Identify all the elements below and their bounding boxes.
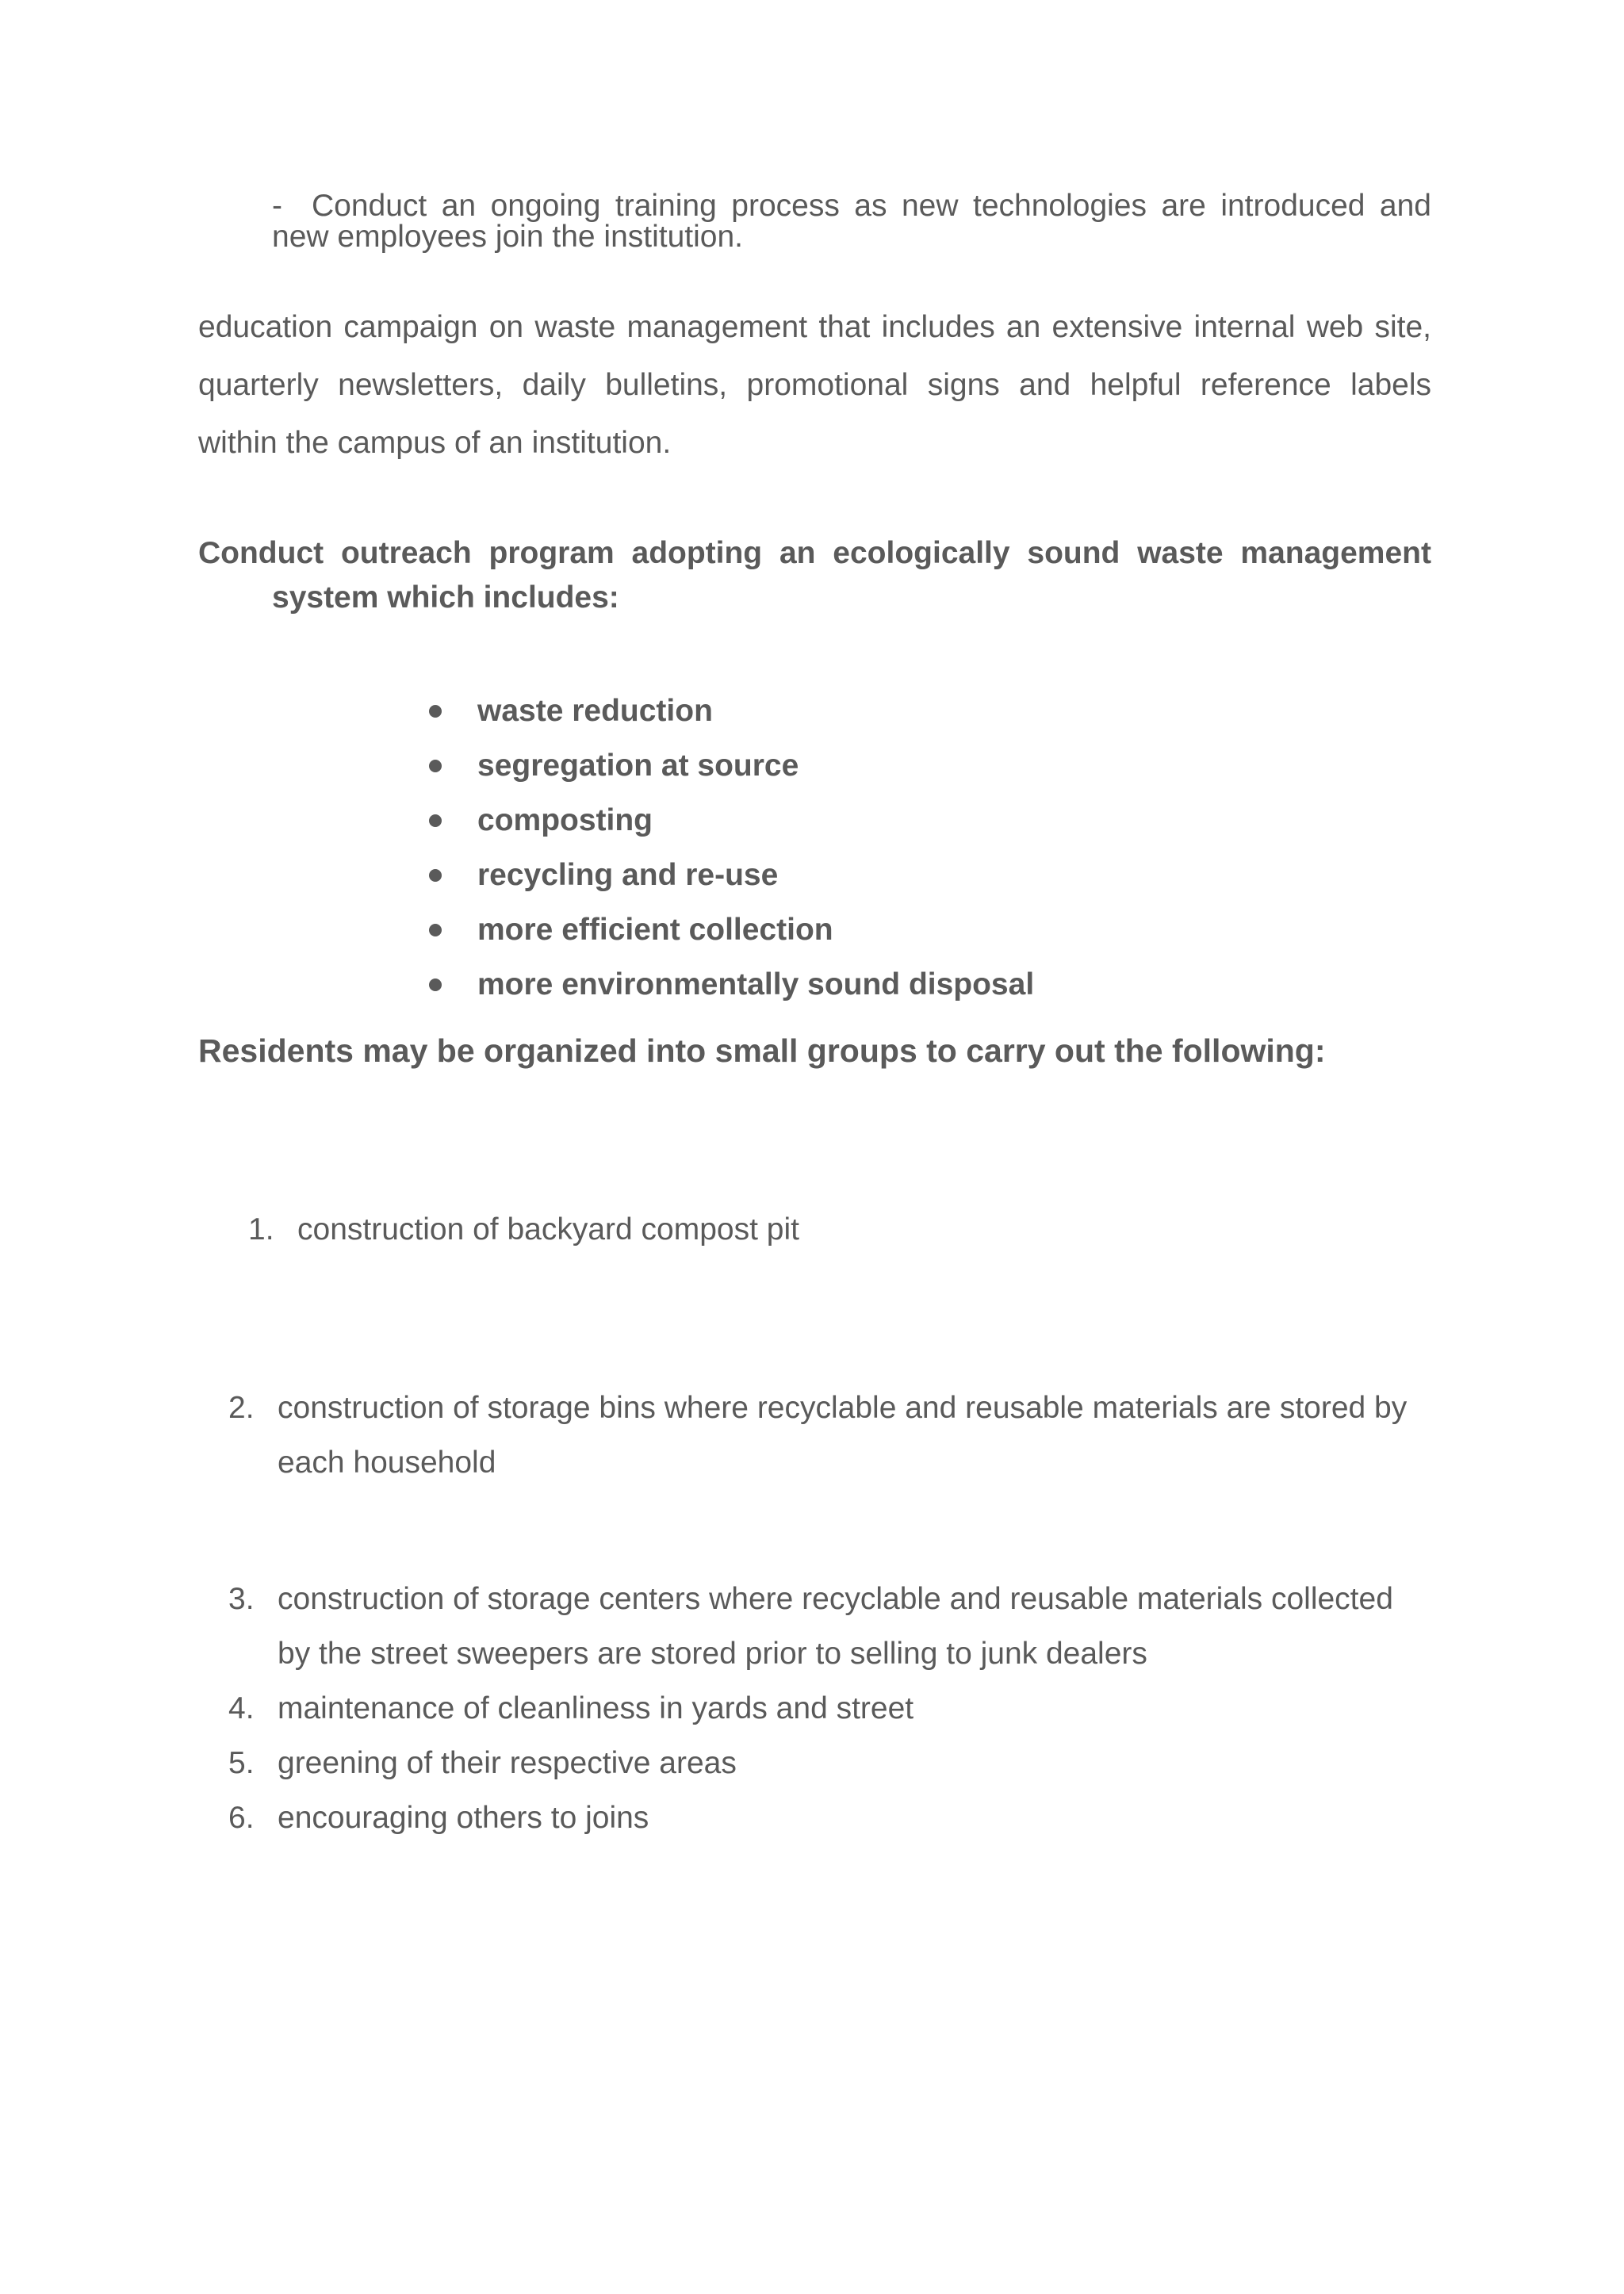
item-text-line-2: each household — [278, 1446, 496, 1480]
item-text: encouraging others to joins — [278, 1801, 649, 1835]
training-dash-item — [272, 190, 1431, 252]
bullet-icon — [429, 760, 442, 772]
list-item — [428, 793, 1034, 848]
campaign-line-1: education campaign on waste management that includes an extensive internal web site, — [198, 310, 1431, 344]
numbered-item-6 — [228, 1790, 649, 1845]
bullet-text: segregation at source — [477, 749, 799, 783]
dash-item-line-2: new employees join the institution. — [272, 220, 744, 254]
bullet-text: composting — [477, 803, 653, 837]
bullet-text: more environmentally sound disposal — [477, 967, 1035, 1001]
bullet-icon — [429, 924, 442, 936]
item-number: 3. — [228, 1582, 255, 1616]
item-text-line-2: by the street sweepers are stored prior to selling to junk dealers — [278, 1637, 1147, 1671]
campaign-paragraph — [198, 298, 1431, 472]
bullet-text: waste reduction — [477, 694, 713, 728]
item-number: 5. — [228, 1746, 255, 1780]
campaign-line-3: within the campus of an institution. — [198, 426, 672, 460]
outreach-heading-line-2: system which includes: — [272, 580, 619, 615]
list-item — [428, 738, 1034, 793]
list-item — [428, 684, 1034, 738]
waste-system-bullet-list — [428, 684, 1034, 1012]
item-number: 4. — [228, 1691, 255, 1725]
outreach-heading-line-1: Conduct outreach program adopting an ecologically sound waste management — [198, 536, 1431, 570]
bullet-icon — [429, 978, 442, 991]
item-number: 1. — [248, 1212, 274, 1247]
item-text: construction of backyard compost pit — [297, 1212, 799, 1247]
dash-item-line-1: Conduct an ongoing training process as new technologies are introduced and — [312, 189, 1431, 223]
residents-heading: Residents may be organized into small groups to carry out the following: — [198, 1032, 1326, 1069]
outreach-heading — [198, 531, 1431, 620]
bullet-text: recycling and re-use — [477, 858, 779, 892]
bullet-text: more efficient collection — [477, 913, 833, 947]
item-text: maintenance of cleanliness in yards and street — [278, 1691, 914, 1725]
bullet-icon — [429, 705, 442, 718]
item-number: 6. — [228, 1801, 255, 1835]
numbered-item-1 — [248, 1202, 799, 1257]
item-text: greening of their respective areas — [278, 1746, 737, 1780]
campaign-line-2: quarterly newsletters, daily bulletins, promotional signs and helpful reference labels — [198, 368, 1431, 402]
item-text-line-1: construction of storage centers where recyclable and reusable materials collected — [278, 1582, 1393, 1616]
list-item — [428, 957, 1034, 1012]
list-item — [428, 902, 1034, 957]
list-item — [428, 848, 1034, 902]
item-text-line-1: construction of storage bins where recyclable and reusable materials are stored by — [278, 1391, 1408, 1425]
numbered-item-4 — [228, 1681, 914, 1736]
dash-marker: - — [272, 189, 282, 223]
numbered-item-2 — [228, 1381, 1434, 1490]
bullet-icon — [429, 814, 442, 827]
numbered-item-5 — [228, 1736, 737, 1790]
bullet-icon — [429, 869, 442, 882]
item-number: 2. — [228, 1391, 255, 1425]
numbered-item-3 — [228, 1572, 1434, 1681]
